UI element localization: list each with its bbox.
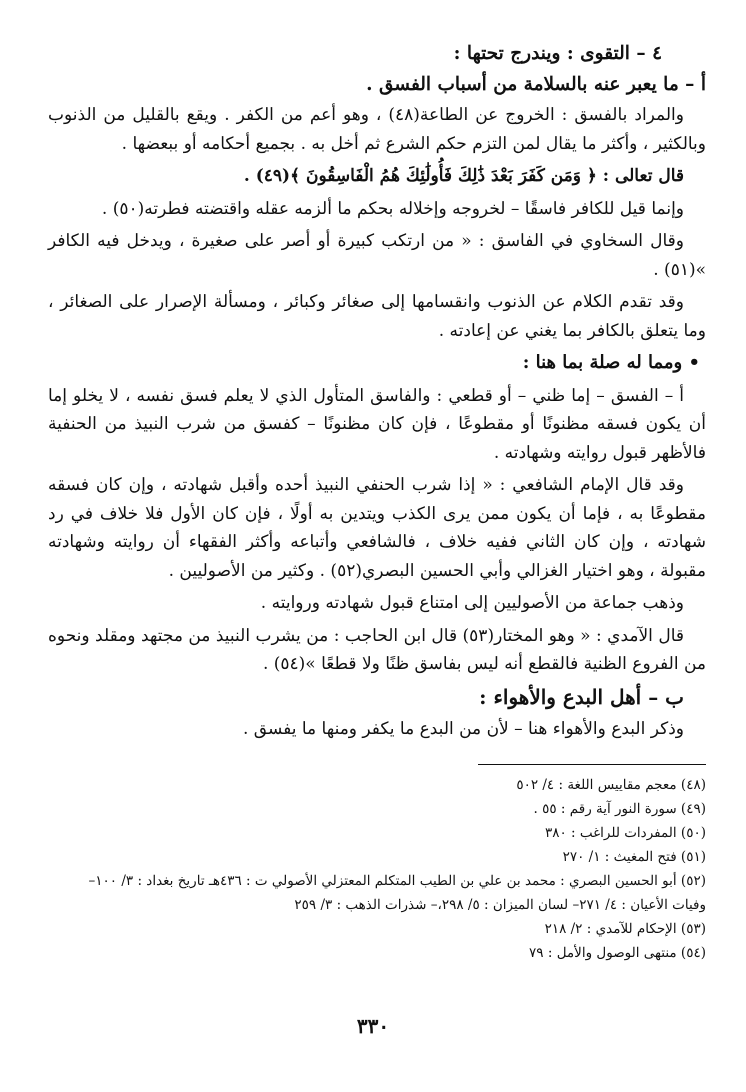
paragraph-kafir-fasiq: وإنما قيل للكافر فاسقًا – لخروجه وإخلاله بحكم ما ألزمه عقله واقتضته فطرته(٥٠) . (101, 198, 684, 219)
footnote-50: (٥٠) المفردات للراغب : ٣٨٠ (544, 824, 706, 841)
paragraph-usuliyyin: وذهب جماعة من الأصوليين إلى امتناع قبول شهادته وروايته . (260, 593, 684, 613)
footnote-separator (478, 764, 706, 765)
footnote-53: (٥٣) الإحكام للآمدي : ٢/ ٢١٨ (544, 920, 706, 937)
paragraph-bida: وذكر البدع والأهواء هنا – لأن من البدع ما يكفر ومنها ما يفسق . (242, 719, 684, 739)
footnotes (48, 773, 706, 965)
paragraph-fisq-types: أ – الفسق – إما ظني – أو قطعي : والفاسق المتأول الذي لا يعلم فسق نفسه ، لا يخلو إما أن يكون فسقه مظنونًا أو مقطوعًا ، فإن كان مظنونًا – كفسق من شرب النبيذ من الحنفية فالأظهر قبول روايته وشهادته . (48, 385, 706, 463)
related-heading: • ومما له صلة بما هنا : (522, 352, 700, 373)
footnote-52: (٥٢) أبو الحسين البصري : محمد بن علي بن الطيب المتكلم المعتزلي الأصولي ت : ٤٣٦هـ تاريخ بغداد : ٣/ ١٠٠– (88, 872, 706, 889)
footnote-48: (٤٨) معجم مقاييس اللغة : ٤/ ٥٠٢ (516, 776, 706, 793)
subsection-heading-a: أ – ما يعبر عنه بالسلامة من أسباب الفسق . (366, 73, 706, 95)
quran-verse: قال تعالى : ﴿ وَمَن كَفَرَ بَعْدَ ذَٰلِكَ فَأُولَٰئِكَ هُمُ الْفَاسِقُونَ ﴾(٤٩) . (243, 166, 684, 186)
page-number: ٣٣٠ (356, 1014, 390, 1038)
paragraph-sins-summary: وقد تقدم الكلام عن الذنوب وانقسامها إلى صغائر وكبائر ، ومسألة الإصرار على الصغائر ، وما يتعلق بالكافر بما يغني عن إعادته . (48, 292, 706, 341)
paragraph-amidi: قال الآمدي : « وهو المختار(٥٣) قال ابن الحاجب : من يشرب النبيذ من مجتهد ومقلد ونحوه من الفروع الظنية فالقطع أنه ليس بفاسق ظنًا ولا قطعًا »(٥٤) . (48, 625, 706, 674)
footnote-49: (٤٩) سورة النور آية رقم : ٥٥ . (533, 800, 706, 817)
subsection-heading-b: ب – أهل البدع والأهواء : (479, 684, 684, 709)
paragraph-sakhawi: وقال السخاوي في الفاسق : « من ارتكب كبيرة أو أصر على صغيرة ، ويدخل فيه الكافر »(٥١) . (48, 231, 706, 280)
footnote-51: (٥١) فتح المغيث : ١/ ٢٧٠ (562, 848, 706, 865)
section-heading: ٤ – التقوى : ويندرج تحتها : (453, 43, 662, 64)
footnote-52-continued: وفيات الأعيان : ٤/ ٢٧١– لسان الميزان : ٥/ ٢٩٨،– شذرات الذهب : ٣/ ٢٥٩ (294, 896, 706, 913)
paragraph-shafii: وقد قال الإمام الشافعي : « إذا شرب الحنفي النبيذ أحده وأقبل شهادته ، وإن كان فسقه مقطوعًا به ، فإما أن يكون ممن يرى الكذب ويتدين به أولًا ، فإن كان الأول فلا خلاف في رد شهادته ، وإن كان الثاني ففيه خلاف ، فالشافعي وأتباعه وأكثر الفقهاء أن روايته وشهادته مقبولة ، وهو اختيار الغزالي وأبي الحسين البصري(٥٢) . وكثير من الأصوليين . (48, 475, 706, 581)
paragraph-fisq-definition: والمراد بالفسق : الخروج عن الطاعة(٤٨) ، وهو أعم من الكفر . ويقع بالقليل من الذنوب وبالكثير ، وأكثر ما يقال لمن التزم حكم الشرع ثم أخل به . بجميع أحكامه أو ببعضها . (48, 105, 706, 154)
footnote-54: (٥٤) منتهى الوصول والأمل : ٧٩ (529, 944, 706, 961)
main-text (48, 40, 706, 744)
